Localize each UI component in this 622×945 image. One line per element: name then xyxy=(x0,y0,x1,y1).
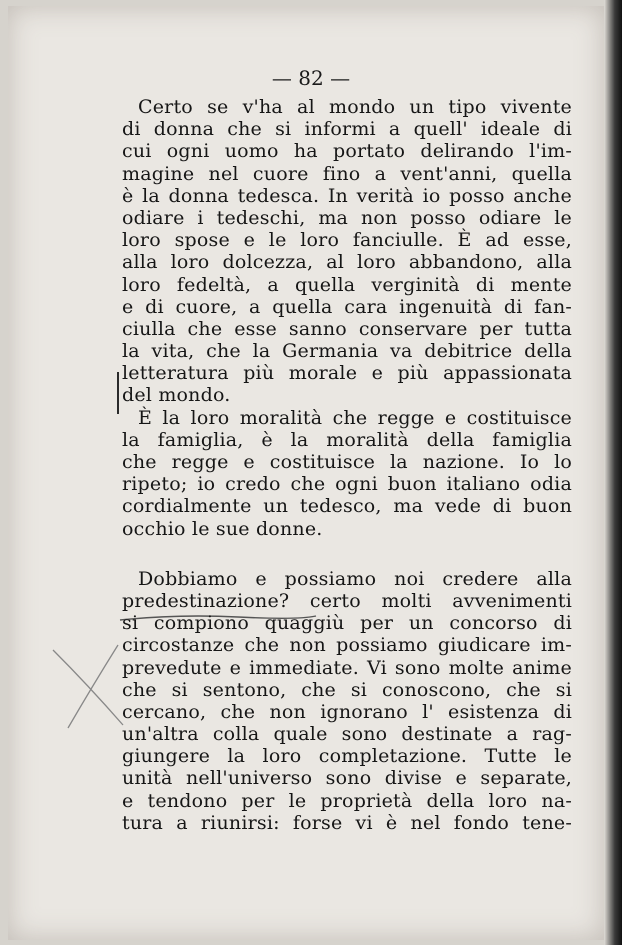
pencil-cross-mark xyxy=(48,640,128,730)
text-line: Dobbiamo e possiamo noi credere alla xyxy=(138,567,572,590)
text-line: Certo se v'ha al mondo un tipo vivente xyxy=(138,96,572,118)
margin-mark xyxy=(117,372,119,414)
text-line: e di cuore, a quella cara ingenuità di fan- xyxy=(122,295,572,318)
text-line: prevedute e immediate. Vi sono molte anime xyxy=(122,656,572,679)
text-line: la famiglia, è la moralità della famiglia xyxy=(122,428,572,451)
text-line: magine nel cuore fino a vent'anni, quella xyxy=(122,162,572,185)
text-line: un'altra colla quale sono destinate a rag- xyxy=(122,723,572,746)
text-line: che si sentono, che si conoscono, che si xyxy=(122,678,572,701)
book-spine xyxy=(604,0,622,945)
text-line: cercano, che non ignorano l' esistenza di xyxy=(122,700,572,723)
text-line: di donna che si informi a quell' ideale di xyxy=(122,118,572,141)
text-line: è la donna tedesca. In verità io posso anche xyxy=(122,184,572,207)
text-line: ciulla che esse sanno conservare per tutta xyxy=(122,317,572,340)
paragraph-3 xyxy=(122,568,572,834)
text-line: si compiono quaggiù per un concorso di xyxy=(122,612,572,635)
text-line: predestinazione? certo molti avvenimenti xyxy=(122,589,572,612)
text-line: unità nell'universo sono divise e separate, xyxy=(122,767,572,790)
text-line: occhio le sue donne. xyxy=(122,517,323,540)
text-line: circostanze che non possiamo giudicare im- xyxy=(122,634,572,657)
text-line: loro fedeltà, a quella verginità di mente xyxy=(122,273,572,296)
body-text xyxy=(122,96,572,834)
text-line: loro spose e le loro fanciulle. È ad esse, xyxy=(122,229,572,252)
text-line: giungere la loro completazione. Tutte le xyxy=(122,745,572,768)
text-line: del mondo. xyxy=(122,384,231,407)
text-line: la vita, che la Germania va debitrice della xyxy=(122,340,572,363)
text-line: che regge e costituisce la nazione. Io lo xyxy=(122,451,572,473)
page-number: — 82 — xyxy=(271,66,351,90)
text-line: e tendono per le proprietà della loro na- xyxy=(122,789,572,812)
text-line: odiare i tedeschi, ma non posso odiare le xyxy=(122,206,572,229)
paragraph-2 xyxy=(122,407,572,540)
paragraph-gap xyxy=(122,540,572,568)
text-line: tura a riunirsi: forse vi è nel fondo tene- xyxy=(122,811,572,834)
paragraph-1 xyxy=(122,96,572,407)
text-line: È la loro moralità che regge e costituisce xyxy=(138,406,572,429)
text-line: ripeto; io credo che ogni buon italiano odia xyxy=(122,473,572,496)
text-line: letteratura più morale e più appassionata xyxy=(122,362,572,385)
text-line: cordialmente un tedesco, ma vede di buon xyxy=(122,495,572,518)
text-line: alla loro dolcezza, al loro abbandono, alla xyxy=(122,251,572,274)
text-line: cui ogni uomo ha portato delirando l'im- xyxy=(122,140,572,163)
